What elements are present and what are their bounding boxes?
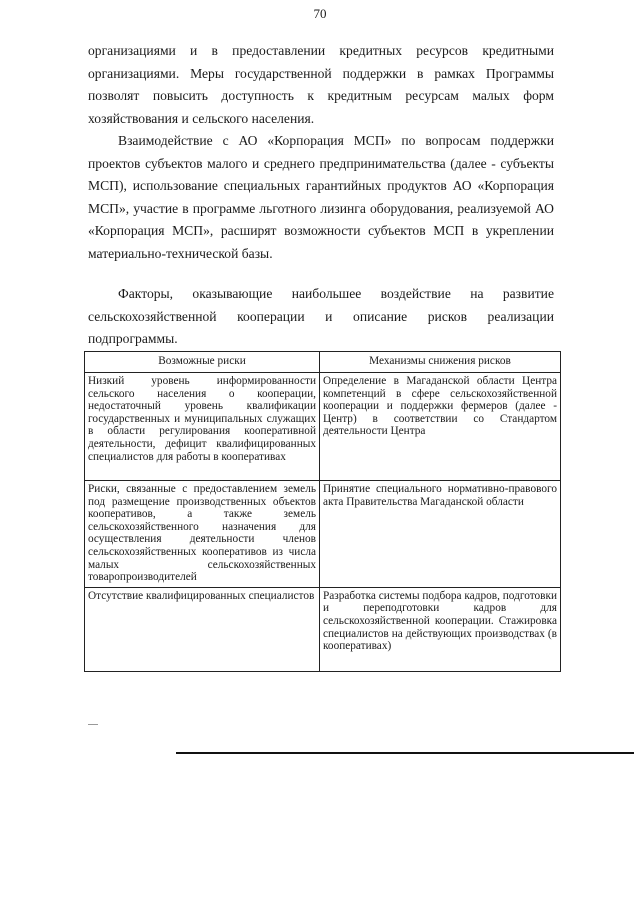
risk-cell: Низкий уровень информированности сельского населения о кооперации, недостаточный уровень квалификации государственных и муниципальных служащих в области регулирования кооперативной деятельности, дефицит квалифицированных специалистов для работы в кооперативах: [85, 373, 320, 481]
footer-divider: [176, 752, 634, 754]
mechanism-cell: Принятие специального нормативно-правового акта Правительства Магаданской области: [320, 481, 561, 588]
table-row: [85, 481, 561, 588]
risk-cell: Риски, связанные с предоставлением земель под размещение производственных объектов кооперативов, а также земель сельскохозяйственного назначения для осуществления деятельности членов сельскохозяйственных кооперативов из числа малых сельскохозяйственных товаропроизводителей: [85, 481, 320, 588]
header-possible-risks: Возможные риски: [85, 352, 320, 373]
paragraph-1: [88, 40, 554, 130]
margin-mark: [88, 724, 98, 725]
mechanism-cell: Разработка системы подбора кадров, подготовки и переподготовки кадров для сельскохозяйственной кооперации. Стажировка специалистов на действующих производствах (в кооперативах): [320, 587, 561, 671]
table-row: [85, 373, 561, 481]
paragraph-2: [88, 130, 554, 266]
mechanism-cell: Определение в Магаданской области Центра компетенций в сфере сельскохозяйственной кооперации и поддержки фермеров (далее - Центр) в соответствии со Стандартом деятельности Центра: [320, 373, 561, 481]
paragraph-3: [88, 283, 554, 351]
table-header-row: [85, 352, 561, 373]
paragraph-text: Взаимодействие с АО «Корпорация МСП» по вопросам поддержки проектов субъектов малого и среднего предпринимательства (далее - субъекты МСП), использование специальных гарантийных продуктов АО «Корпорация МСП», участие в программе льготного лизинга оборудования, реализуемой АО «Корпорация МСП», расширят возможности субъектов МСП в укреплении материально-технической базы.: [88, 133, 554, 261]
risks-table: [84, 351, 561, 672]
paragraph-text: Факторы, оказывающие наибольшее воздействие на развитие сельскохозяйственной кооперации и описание рисков реализации подпрограммы.: [88, 286, 554, 347]
header-risk-mitigation: Механизмы снижения рисков: [320, 352, 561, 373]
risk-cell: Отсутствие квалифицированных специалистов: [85, 587, 320, 671]
table-row: [85, 587, 561, 671]
page-number: 70: [313, 6, 327, 21]
paragraph-text: организациями и в предоставлении кредитных ресурсов кредитными организациями. Меры государственной поддержки в рамках Программы позволят повысить доступность к кредитным ресурсам малых форм хозяйствования и сельского населения.: [88, 43, 554, 126]
